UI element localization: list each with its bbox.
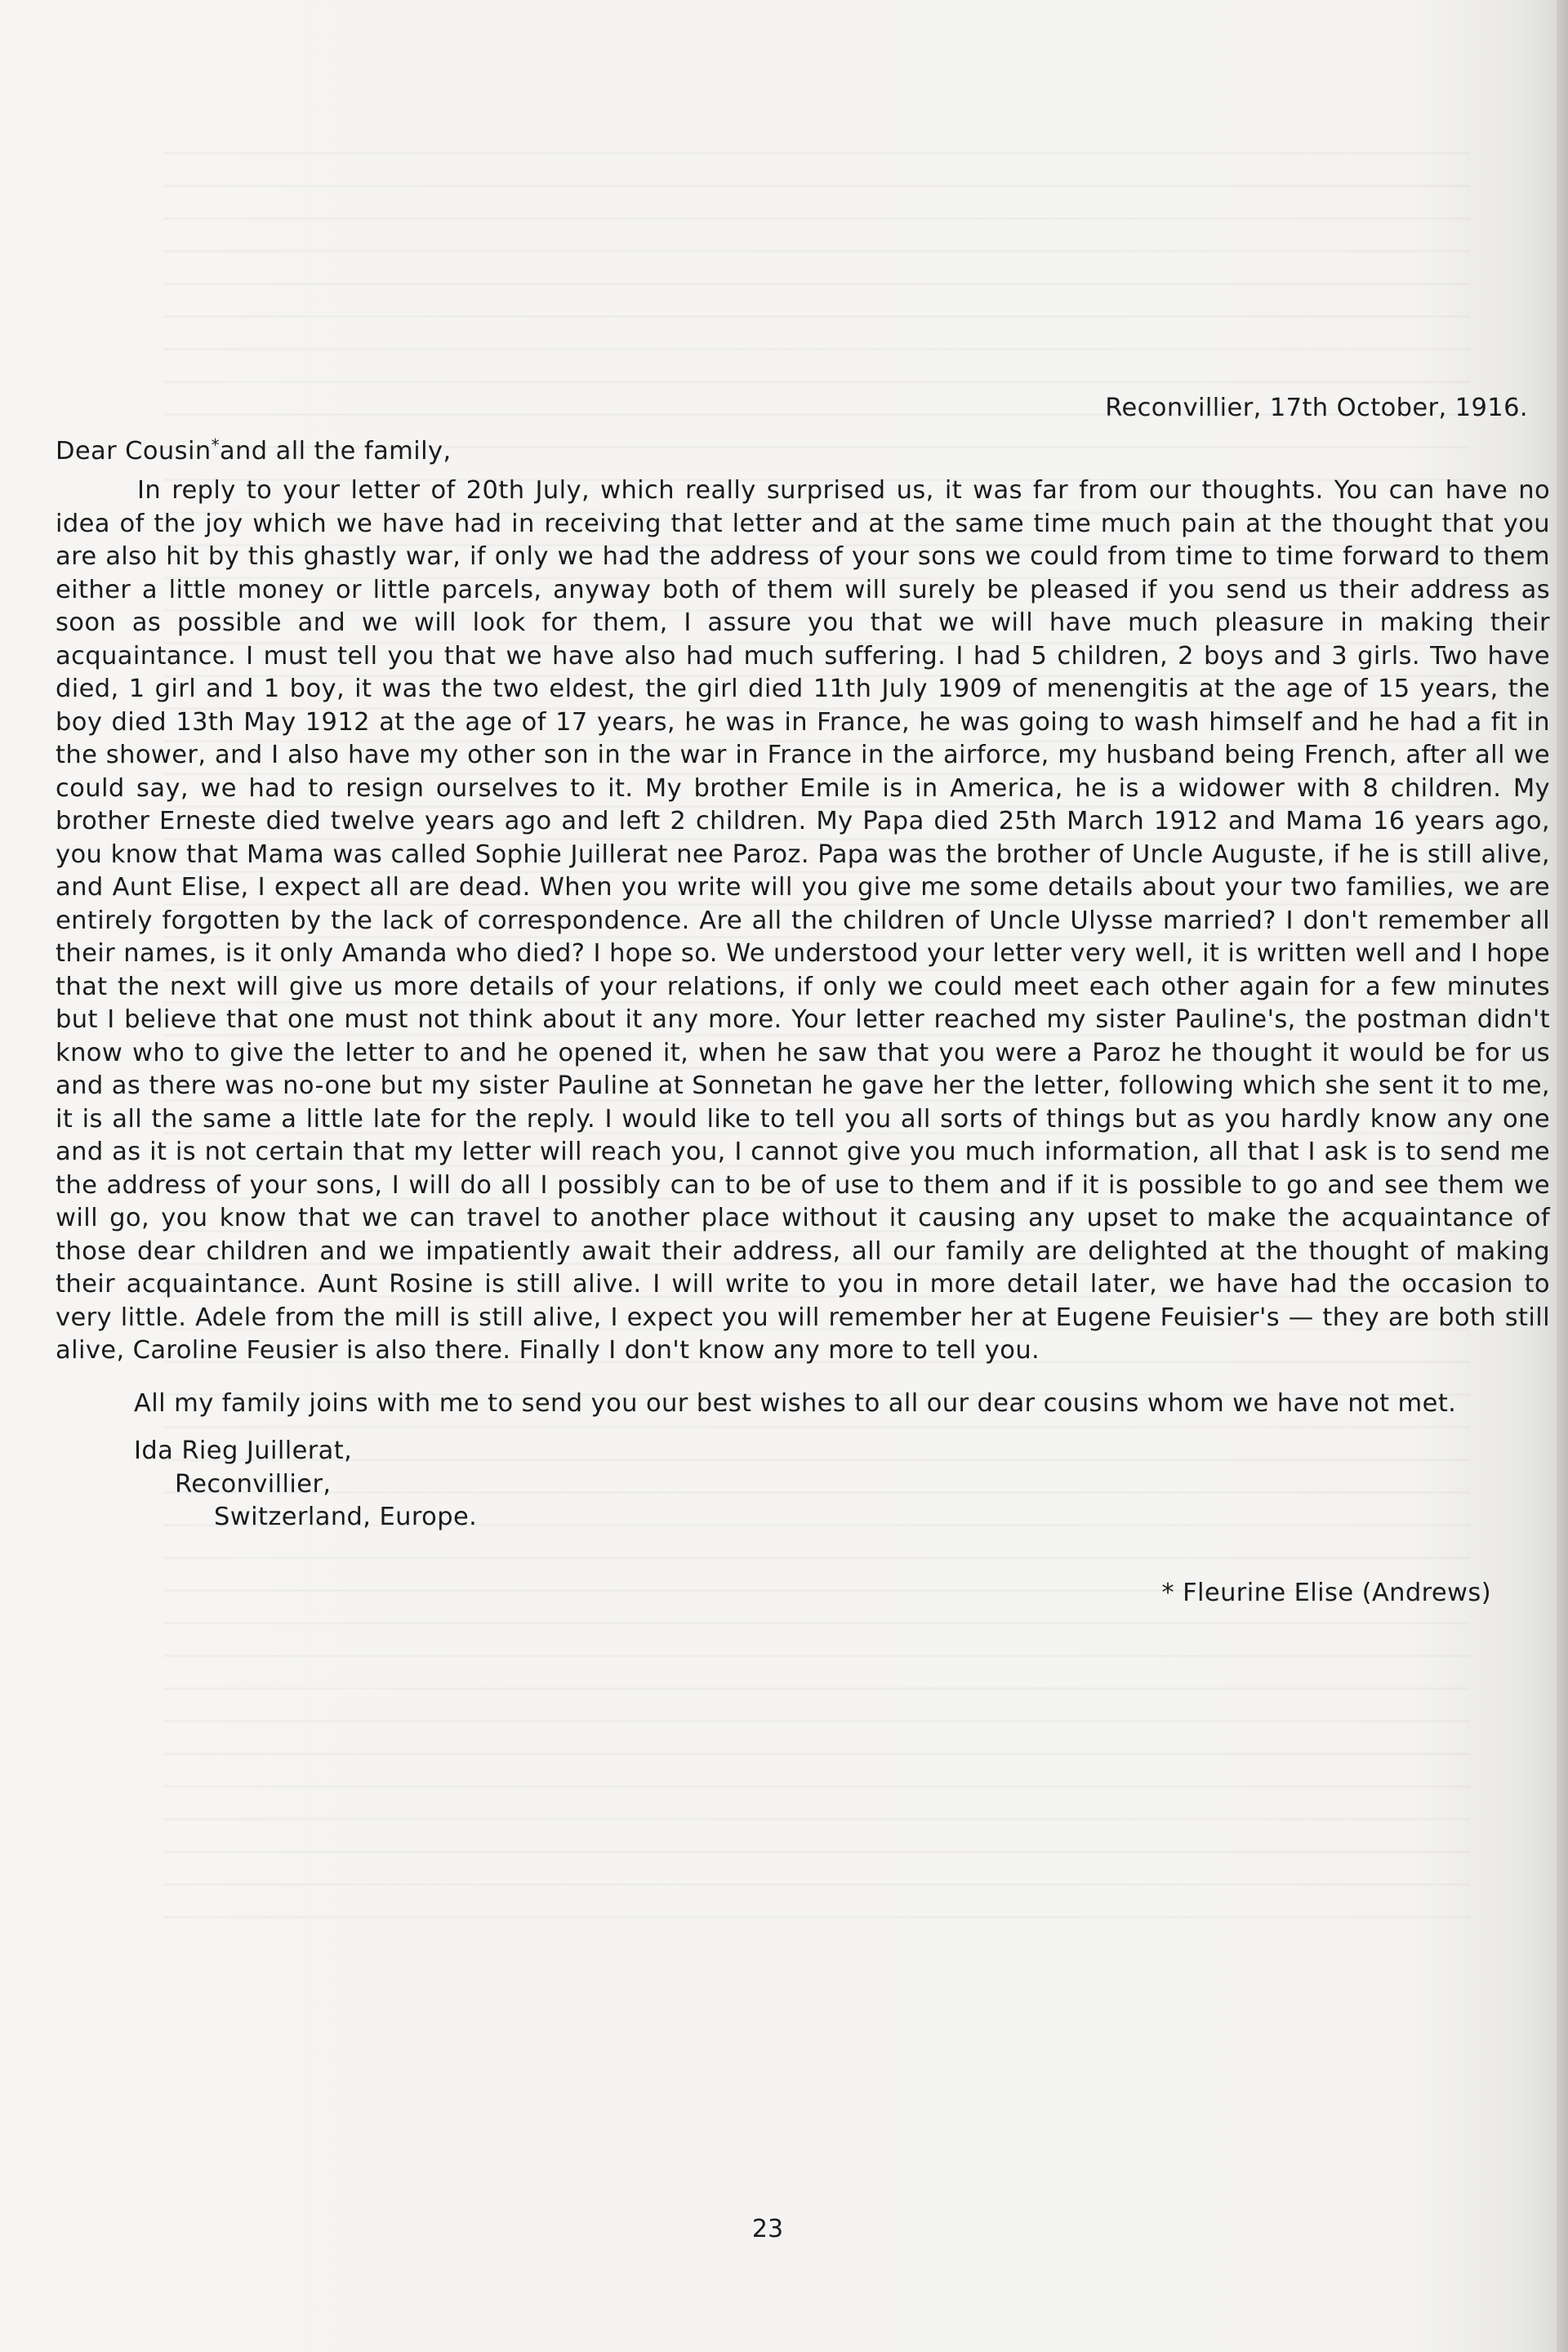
footnote-marker: * xyxy=(211,434,220,455)
signature-country: Switzerland, Europe. xyxy=(214,1503,478,1531)
page-edge-shadow xyxy=(1557,0,1568,2352)
letter-body: In reply to your letter of 20th July, which really surprised us, it was far from our thoughts. You can have no idea of the joy which we have had in receiving that letter and at the same time much pain at the thought that you are also hit by this ghastly war, if only we had the address of your sons we could from time to time forward to them either a little money or little parcels, anyway both of them will surely be pleased if you send us their address as soon as possible and we will look for them, I assure you that we will have much pleasure in making their acquaintance. I must tell you that we have also had much suffering. I had 5 children, 2 boys and 3 girls. Two have died, 1 girl and 1 boy, it was the two eldest, the girl died 11th July 1909 of menengitis at the age of 15 years, the boy died 13th May 1912 at the age of 17 years, he was in France, he was going to wash himself and he had a fit in the shower, and I also have my other son in the war in France in the airforce, my husband being French, after all we could say, we had to resign ourselves to it. My brother Emile is in America, he is a widower with 8 children. My brother Erneste died twelve years ago and left 2 children. My Papa died 25th March 1912 and Mama 16 years ago, you know that Mama was called Sophie Juillerat nee Paroz. Papa was the brother of Uncle Auguste, if he is still alive, and Aunt Elise, I expect all are dead. When you write will you give me some details about your two families, we are entirely forgotten by the lack of correspondence. Are all the children of Uncle Ulysse married? I don't remember all their names, is it only Amanda who died? I hope so. We understood your letter very well, it is written well and I hope that the next will give us more details of your relations, if only we could meet each other again for a few minutes but I believe that one must not think about it any more. Your letter reached my sister Pauline's, the postman didn't know who to give the letter to and he opened it, when he saw that you were a Paroz he thought it would be for us and as there was no-one but my sister Pauline at Sonnetan he gave her the letter, following which she sent it to me, it is all the same a little late for the reply. I would like to tell you all sorts of things but as you hardly know any one and as it is not certain that my letter will reach you, I cannot give you much information, all that I ask is to send me the address of your sons, I will do all I possibly can to be of use to them and if it is possible to go and see them we will go, you know that we can travel to another place without it causing any upset to make the acquaintance of those dear children and we impatiently await their address, all our family are delighted at the thought of making their acquaintance. Aunt Rosine is still alive. I will write to you in more detail later, we have had the occasion to very little. Adele from the mill is still alive, I expect you will remember her at Eugene Feuisier's — they are both still alive, Caroline Feusier is also there. Finally I don't know any more to tell you. xyxy=(56,476,1550,1365)
signature-block xyxy=(134,1435,1550,1535)
letter-closing: All my family joins with me to send you our best wishes to all our dear cousins whom we have not met. xyxy=(134,1388,1457,1418)
salutation-end: and all the family, xyxy=(219,436,452,466)
letter-date: Reconvillier, 17th October, 1916. xyxy=(1105,394,1528,422)
footnote: * Fleurine Elise (Andrews) xyxy=(1161,1578,1491,1607)
salutation xyxy=(56,429,1550,469)
signature-town: Reconvillier, xyxy=(175,1469,332,1499)
signature-name: Ida Rieg Juillerat, xyxy=(134,1437,353,1465)
salutation-start: Dear Cousin xyxy=(56,436,212,466)
letter xyxy=(56,392,1550,1610)
page-number: 23 xyxy=(751,2215,784,2243)
